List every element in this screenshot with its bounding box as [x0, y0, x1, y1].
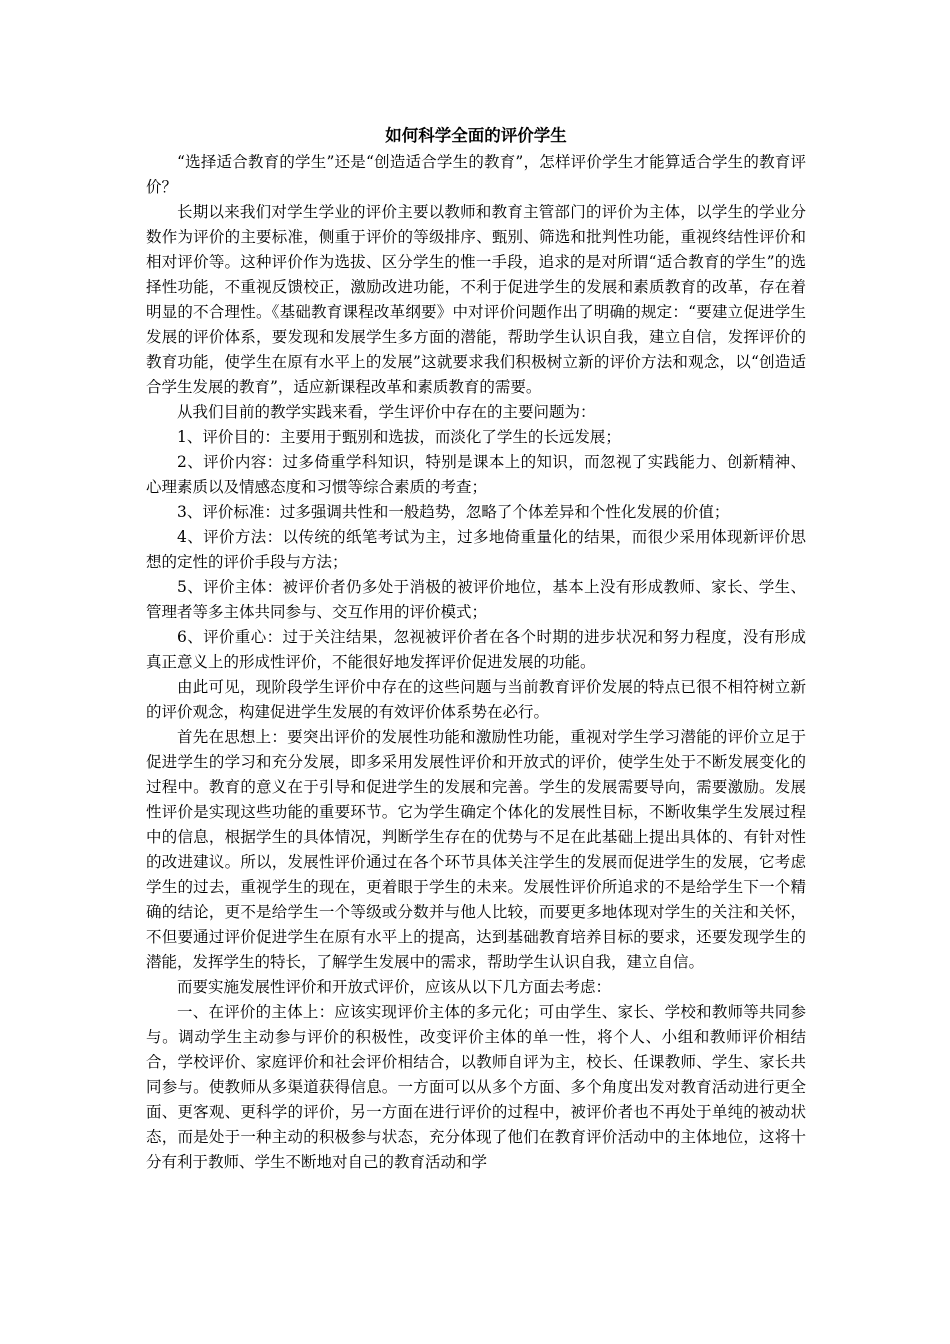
paragraph-thinking: 首先在思想上：要突出评价的发展性功能和激励性功能，重视对学生学习潜能的评价立足于促进学生的学习和充分发展，即多采用发展性评价和开放式的评价，使学生处于不断发展变化的过程中。教育的意义在于引导和促进学生的发展和完善。学生的发展需要导向，需要激励。发展性评价是实现这些功能的重要环节。它为学生确定个体化的发展性目标，不断收集学生发展过程中的信息，根据学生的具体情况，判断学生存在的优势与不足在此基础上提出具体的、有针对性的改进建议。所以，发展性评价通过在各个环节具体关注学生的发展而促进学生的发展，它考虑学生的过去，重视学生的现在，更着眼于学生的未来。发展性评价所追求的不是给学生下一个精确的结论，更不是给学生一个等级或分数并与他人比较，而要更多地体现对学生的关注和关怀，不但要通过评价促进学生在原有水平上的提高，达到基础教育培养目标的要求，还要发现学生的潜能，发挥学生的特长，了解学生发展中的需求，帮助学生认识自我，建立自信。: [146, 728, 806, 971]
list-item-problem-4: 4、评价方法：以传统的纸笔考试为主，过多地倚重量化的结果，而很少采用体现新评价思想的定性的评价手段与方法；: [146, 528, 806, 571]
list-item-problem-6: 6、评价重心：过于关注结果，忽视被评价者在各个时期的进步状况和努力程度，没有形成真正意义上的形成性评价，不能很好地发挥评价促进发展的功能。: [146, 628, 806, 671]
paragraph-evaluation-subject: 一、在评价的主体上：应该实现评价主体的多元化；可由学生、家长、学校和教师等共同参与。调动学生主动参与评价的积极性，改变评价主体的单一性，将个人、小组和教师评价相结合，学校评价、家庭评价和社会评价相结合，以教师自评为主，校长、任课教师、学生、家长共同参与。使教师从多渠道获得信息。一方面可以从多个方面、多个角度出发对教育活动进行更全面、更客观、更科学的评价，另一方面在进行评价的过程中，被评价者也不再处于单纯的被动状态，而是处于一种主动的积极参与状态，充分体现了他们在教育评价活动中的主体地位，这将十分有利于教师、学生不断地对自己的教育活动和学: [146, 1003, 806, 1171]
paragraph-implementation-intro: 而要实施发展性评价和开放式评价，应该从以下几方面去考虑：: [177, 978, 612, 996]
paragraph-conclusion: 由此可见，现阶段学生评价中存在的这些问题与当前教育评价发展的特点已很不相符树立新的评价观念，构建促进学生发展的有效评价体系势在必行。: [146, 678, 806, 721]
list-item-problem-1: 1、评价目的：主要用于甄别和选拔，而淡化了学生的长远发展；: [177, 428, 621, 446]
document-title: 如何科学全面的评价学生: [385, 126, 567, 145]
paragraph-problems-intro: 从我们目前的教学实践来看，学生评价中存在的主要问题为：: [177, 403, 596, 421]
paragraph-intro-question: “选择适合教育的学生”还是“创造适合学生的教育”，怎样评价学生才能算适合学生的教育评价？: [146, 153, 806, 196]
list-item-problem-5: 5、评价主体：被评价者仍多处于消极的被评价地位，基本上没有形成教师、家长、学生、管理者等多主体共同参与、交互作用的评价模式；: [146, 578, 806, 621]
list-item-problem-2: 2、评价内容：过多倚重学科知识，特别是课本上的知识，而忽视了实践能力、创新精神、心理素质以及情感态度和习惯等综合素质的考查；: [146, 453, 806, 496]
document-body: [146, 122, 806, 1175]
paragraph-background: 长期以来我们对学生学业的评价主要以教师和教育主管部门的评价为主体，以学生的学业分数作为评价的主要标准，侧重于评价的等级排序、甄别、筛选和批判性功能，重视终结性评价和相对评价等。这种评价作为选拔、区分学生的惟一手段，追求的是对所谓“适合教育的学生”的选择性功能，不重视反馈校正，激励改进功能，不利于促进学生的发展和素质教育的改革，存在着明显的不合理性。《基础教育课程改革纲要》中对评价问题作出了明确的规定：“要建立促进学生发展的评价体系，要发现和发展学生多方面的潜能，帮助学生认识自我，建立自信，发挥评价的教育功能，使学生在原有水平上的发展”这就要求我们积极树立新的评价方法和观念，以“创造适合学生发展的教育”，适应新课程改革和素质教育的需要。: [146, 203, 806, 396]
list-item-problem-3: 3、评价标准：过多强调共性和一般趋势，忽略了个体差异和个性化发展的价值；: [177, 503, 730, 521]
